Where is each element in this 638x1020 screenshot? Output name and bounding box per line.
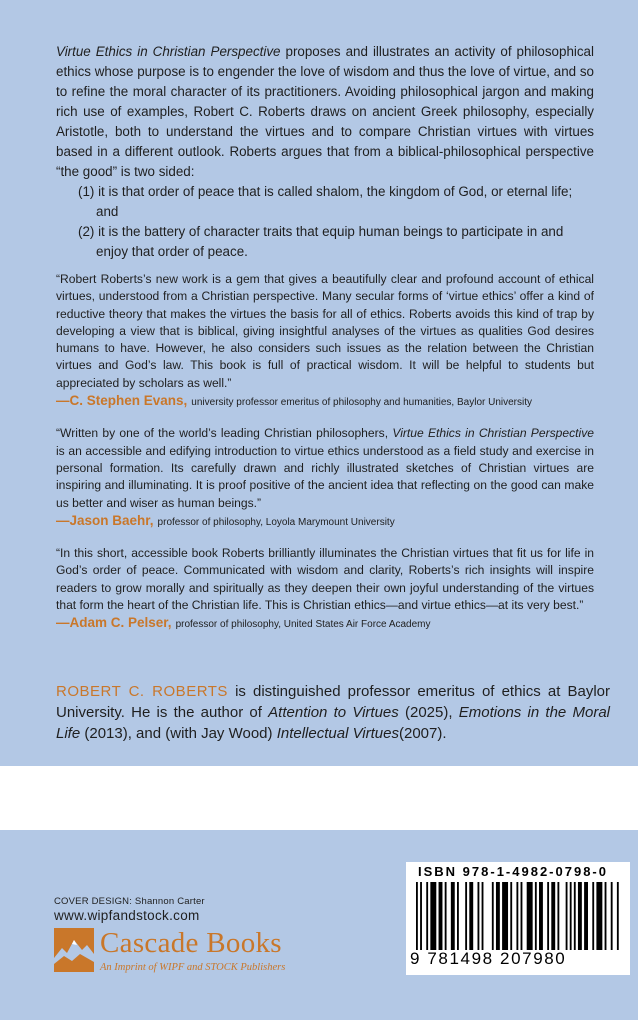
bio-book-title: Intellectual Virtues (276, 725, 399, 742)
description-text: proposes and illustrates an activity of philosophical ethics whose purpose is to engender the love of wisdom and thus the love of virtue, and so to refine the moral character of its practitioners. Avoiding philosophical jargon and making rich use of examples, Robert C. Roberts draws on ancient Greek philosophy, especially Aristotle, both to understand the virtues and to compare Christian virtues with virtues based in a different outlook. Roberts argues that from a biblical-philosophical perspective “the good” is two sided: (56, 44, 594, 179)
barcode-bar (496, 882, 500, 950)
barcode-bar (557, 882, 559, 950)
barcode-bar (547, 882, 549, 950)
quote-text: “Written by one of the world’s leading Christian philosophers, (56, 426, 389, 441)
barcode-bar (574, 882, 576, 950)
barcode-bar (430, 882, 436, 950)
barcode-bar (457, 882, 459, 950)
barcode-bar (482, 882, 484, 950)
publisher-logo (54, 928, 354, 976)
barcode-bar (570, 882, 572, 950)
isbn-label: ISBN 978-1-4982-0798-0 (418, 864, 608, 879)
endorsement (56, 271, 594, 411)
description-paragraph (56, 42, 594, 182)
quote-text: “In this short, accessible book Roberts brilliantly illuminates the Christian virtues that fit us for life in God’s order of peace. Communicated with wisdom and clarity, Roberts’s rich insights will inspire readers to grow morally and spiritually as they deepen their own joyful understanding of the virtues that form the heart of the Christian life. This is Christian ethics—and virtue ethics—at its very best.” (56, 546, 594, 613)
bio-book-title: Emotions in the Moral Life (56, 704, 611, 742)
barcode-bar (535, 882, 537, 950)
endorsement-attribution (56, 512, 594, 531)
points-list (56, 182, 594, 262)
barcode-bar (611, 882, 613, 950)
barcode-bars (416, 882, 620, 950)
endorsement (56, 545, 594, 633)
endorsement-text (56, 271, 594, 392)
quote-text: is an accessible and edifying introduction to virtue ethics understood as a field study and exercise in personal formation. Its carefully drawn and richly illustrated sketches of Christian virtues are inspiring and illuminating. It is proof positive of the ancient idea that reflecting on the good can make us better and wiser as human beings.” (56, 443, 594, 510)
quote-book-title: Virtue Ethics in Christian Perspective (392, 426, 594, 441)
barcode-digits: 9 781498 207980 (410, 949, 567, 968)
barcode-bar (605, 882, 607, 950)
barcode-bar (592, 882, 594, 950)
barcode-bar (420, 882, 422, 950)
barcode-bar (445, 882, 447, 950)
endorsement (56, 425, 594, 531)
point-item: (1) it is that order of peace that is called shalom, the kingdom of God, or eternal life; and (78, 184, 573, 219)
bio-text: is distinguished professor emeritus of ethics at Baylor University. He is the author of (56, 683, 610, 721)
bio-book-title: Attention to Virtues (268, 704, 399, 721)
endorser-name: —C. Stephen Evans, (56, 393, 188, 409)
book-description (56, 42, 594, 262)
endorsement-text (56, 545, 594, 614)
publisher-imprint: An Imprint of WIPF and STOCK Publishers (100, 962, 286, 973)
mountain-logo-icon (54, 928, 94, 972)
endorsements (56, 271, 594, 648)
barcode-bar (426, 882, 428, 950)
endorser-title: professor of philosophy, United States Air Force Academy (175, 619, 431, 631)
barcode-bar (578, 882, 582, 950)
barcode-bar (566, 882, 568, 950)
barcode-bar (439, 882, 443, 950)
barcode-bar (584, 882, 588, 950)
book-title-italic: Virtue Ethics in Christian Perspective (56, 44, 281, 59)
isbn-barcode (406, 862, 630, 975)
barcode-bar (596, 882, 602, 950)
barcode-bar (478, 882, 480, 950)
bio-text: (2007). (398, 725, 447, 742)
barcode-bar (502, 882, 508, 950)
white-band (0, 766, 638, 830)
endorsement-attribution (56, 614, 594, 633)
author-bio (56, 681, 610, 744)
point-item: (2) it is the battery of character traits that equip human beings to participate in and enjoy that order of peace. (78, 224, 564, 259)
publisher-name: Cascade Books (100, 927, 282, 959)
barcode-bar (617, 882, 619, 950)
endorser-title: university professor emeritus of philosophy and humanities, Baylor University (191, 397, 533, 409)
barcode-bar (416, 882, 418, 950)
barcode-bar (465, 882, 467, 950)
barcode-bar (521, 882, 523, 950)
endorser-name: —Jason Baehr, (56, 512, 154, 528)
quote-text: “Robert Roberts’s new work is a gem that gives a beautifully clear and profound account of ethical virtues, understood from a Christian perspective. Many secular forms of ‘virtue ethics’ offer a kind of reductive theory that makes the virtues the basis for all of ethics. Roberts avoids this kind of trap by developing a view that is biblical, giving insightful analyses of the virtues as qualities God desires humans to have. However, he also considers such issues as the relation between the Christian virtues and God’s law. This book is full of practical wisdom. It will be helpful to students but appreciated by scholars as well.” (56, 272, 594, 390)
endorsement-text (56, 425, 594, 511)
bio-text: (2025), (405, 704, 453, 721)
cover-design-credit: COVER DESIGN: Shannon Carter (54, 896, 205, 907)
barcode-bar (539, 882, 543, 950)
barcode-bar (451, 882, 455, 950)
barcode-bar (492, 882, 494, 950)
barcode-bar (510, 882, 512, 950)
barcode-bar (527, 882, 533, 950)
endorser-name: —Adam C. Pelser, (56, 615, 172, 631)
endorsement-attribution (56, 392, 594, 411)
endorser-title: professor of philosophy, Loyola Marymount University (157, 516, 395, 528)
publisher-website[interactable]: www.wipfandstock.com (54, 908, 200, 923)
barcode-bar (469, 882, 473, 950)
barcode-bar (551, 882, 555, 950)
bio-text: (2013), and (with Jay Wood) (84, 725, 273, 742)
barcode-bar (516, 882, 518, 950)
author-name: ROBERT C. ROBERTS (56, 683, 228, 700)
